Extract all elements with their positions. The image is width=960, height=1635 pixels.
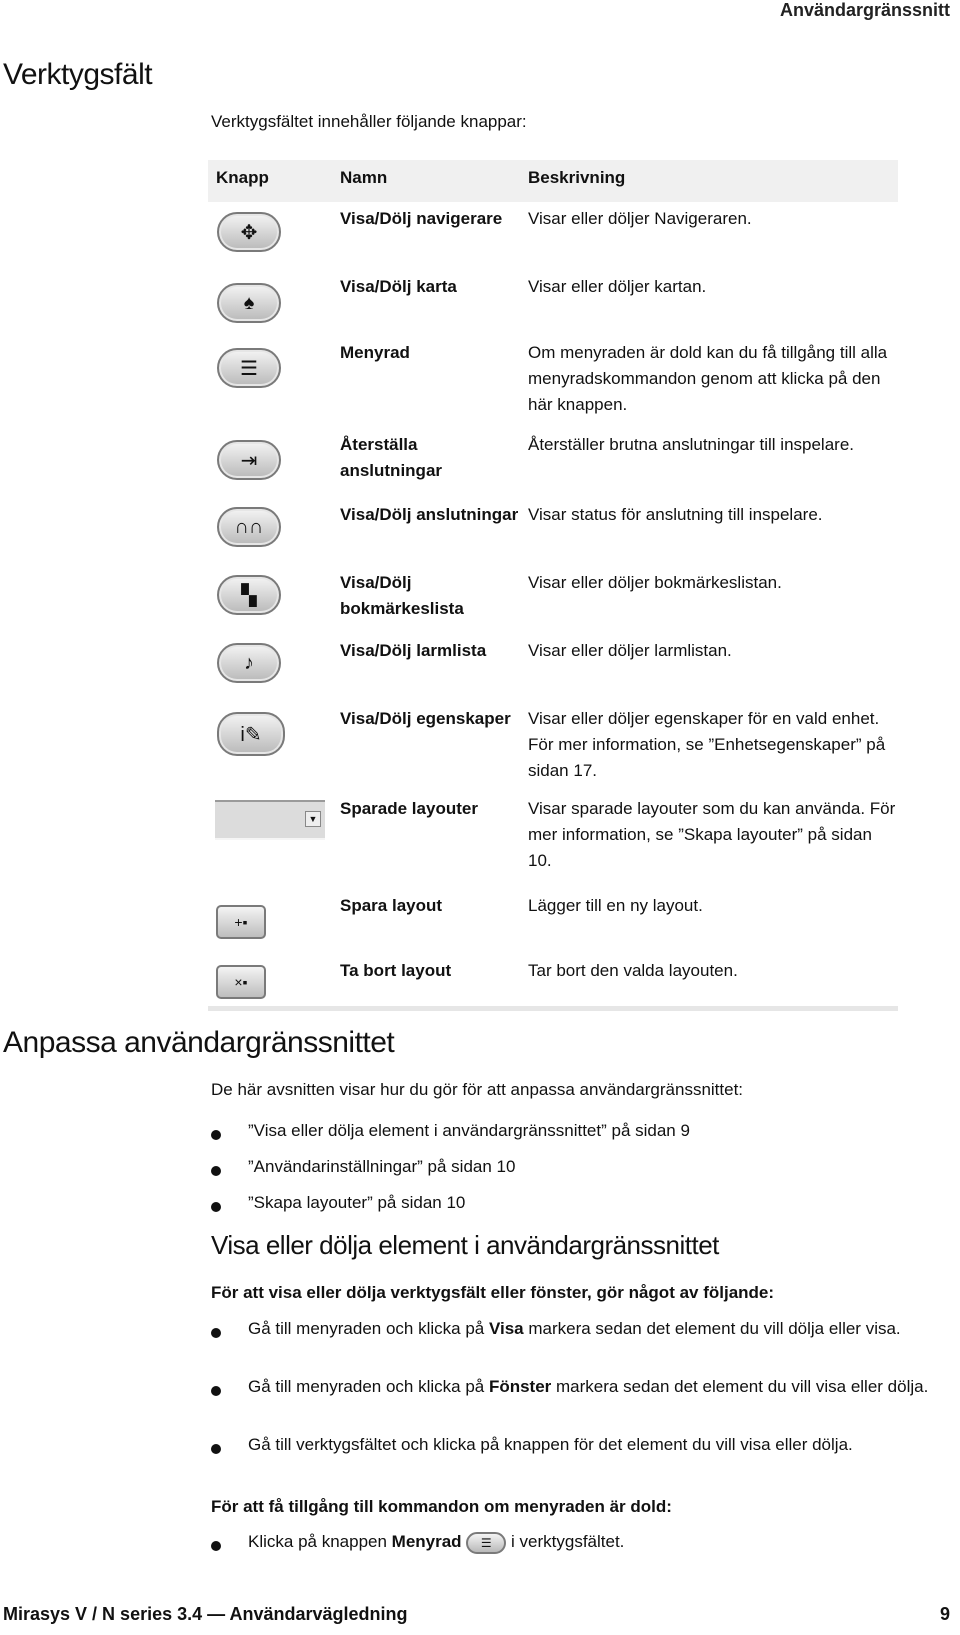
row-name-bookmarks: Visa/Dölj bokmärkeslista	[340, 573, 464, 618]
instruction-window-menu: Gå till menyraden och klicka på Fönster markera sedan det element du vill visa eller dölja.	[248, 1377, 929, 1396]
running-header: Användargränssnitt	[779, 0, 950, 20]
col-header-name: Namn	[340, 168, 388, 187]
row-name-reset-connections: Återställa anslutningar	[340, 435, 443, 480]
link-show-hide[interactable]: ”Visa eller dölja element i användargränssnittet” på sidan 9	[248, 1121, 690, 1140]
row-name-connections: Visa/Dölj anslutningar	[340, 505, 519, 524]
table-bottom-divider	[208, 1006, 898, 1011]
customize-intro: De här avsnitten visar hur du gör för att anpassa användargränssnittet:	[211, 1080, 744, 1099]
bullet-icon	[211, 1541, 221, 1551]
section-title-toolbar: Verktygsfält	[3, 58, 153, 91]
row-name-navigator: Visa/Dölj navigerare	[340, 209, 503, 228]
row-name-remove-layout: Ta bort layout	[340, 961, 452, 980]
show-hide-lead: För att visa eller dölja verktygsfält eller fönster, gör något av följande:	[211, 1283, 775, 1302]
col-header-button: Knapp	[216, 168, 269, 187]
instruction-menubar-button: Klicka på knappen Menyrad ☰ i verktygsfältet.	[248, 1529, 958, 1554]
navigator-icon[interactable]: ✥	[217, 212, 281, 252]
bullet-icon	[211, 1328, 221, 1338]
row-desc-map: Visar eller döljer kartan.	[528, 277, 707, 296]
bullet-icon	[211, 1444, 221, 1454]
toolbar-intro: Verktygsfältet innehåller följande knappar:	[211, 112, 527, 131]
remove-layout-icon[interactable]: ×▪	[216, 965, 266, 999]
bullet-icon	[211, 1202, 221, 1212]
row-name-alarms: Visa/Dölj larmlista	[340, 641, 487, 660]
reset-connections-icon[interactable]: ⇥	[217, 440, 281, 480]
col-header-description: Beskrivning	[528, 168, 626, 187]
row-desc-save-layout: Lägger till en ny layout.	[528, 896, 703, 915]
row-desc-connections: Visar status för anslutning till inspelare.	[528, 505, 823, 524]
link-user-settings[interactable]: ”Användarinställningar” på sidan 10	[248, 1157, 516, 1176]
row-name-properties: Visa/Dölj egenskaper	[340, 709, 511, 728]
row-desc-alarms: Visar eller döljer larmlistan.	[528, 641, 732, 660]
menubar-icon[interactable]: ☰	[466, 1532, 506, 1554]
properties-icon[interactable]: i✎	[217, 712, 285, 756]
row-desc-saved-layouts: Visar sparade layouter som du kan använda. För mer information, se ”Skapa layouter” på sidan 10.	[528, 799, 896, 870]
bullet-icon	[211, 1130, 221, 1140]
table-header	[208, 160, 898, 202]
add-layout-icon[interactable]: +▪	[216, 905, 266, 939]
row-desc-menubar: Om menyraden är dold kan du få tillgång till alla menyradskommandon genom att klicka på den här knappen.	[528, 343, 888, 414]
chevron-down-icon[interactable]: ▼	[305, 811, 321, 827]
row-desc-bookmarks: Visar eller döljer bokmärkeslistan.	[528, 573, 782, 592]
instruction-toolbar: Gå till verktygsfältet och klicka på knappen för det element du vill visa eller dölja.	[248, 1435, 853, 1454]
menubar-icon[interactable]: ☰	[217, 348, 281, 388]
instruction-view-menu: Gå till menyraden och klicka på Visa markera sedan det element du vill dölja eller visa.	[248, 1319, 901, 1338]
subsection-title-show-hide: Visa eller dölja element i användargränssnittet	[211, 1230, 719, 1260]
row-name-map: Visa/Dölj karta	[340, 277, 457, 296]
menubar-hidden-lead: För att få tillgång till kommandon om menyraden är dold:	[211, 1497, 672, 1516]
bookmark-icon[interactable]: ▚	[217, 575, 281, 615]
row-desc-remove-layout: Tar bort den valda layouten.	[528, 961, 738, 980]
layout-dropdown[interactable]	[215, 800, 325, 840]
bullet-icon	[211, 1166, 221, 1176]
row-name-save-layout: Spara layout	[340, 896, 443, 915]
row-desc-navigator: Visar eller döljer Navigeraren.	[528, 209, 752, 228]
page-number: 9	[939, 1604, 950, 1624]
row-desc-properties: Visar eller döljer egenskaper för en vald enhet. För mer information, se ”Enhetsegenskaper” på sidan 17.	[528, 709, 886, 780]
bell-icon[interactable]: ♪	[217, 643, 281, 683]
footer-title: Mirasys V / N series 3.4 — Användarvägledning	[3, 1604, 408, 1624]
row-desc-reset-connections: Återställer brutna anslutningar till inspelare.	[528, 435, 855, 454]
row-name-saved-layouts: Sparade layouter	[340, 799, 478, 818]
binoculars-icon[interactable]: ∩∩	[217, 507, 281, 547]
link-create-layouts[interactable]: ”Skapa layouter” på sidan 10	[248, 1193, 466, 1212]
bullet-icon	[211, 1386, 221, 1396]
map-icon[interactable]: ♠	[217, 283, 281, 323]
section-title-customize: Anpassa användargränssnittet	[3, 1026, 395, 1059]
row-name-menubar: Menyrad	[340, 343, 410, 362]
